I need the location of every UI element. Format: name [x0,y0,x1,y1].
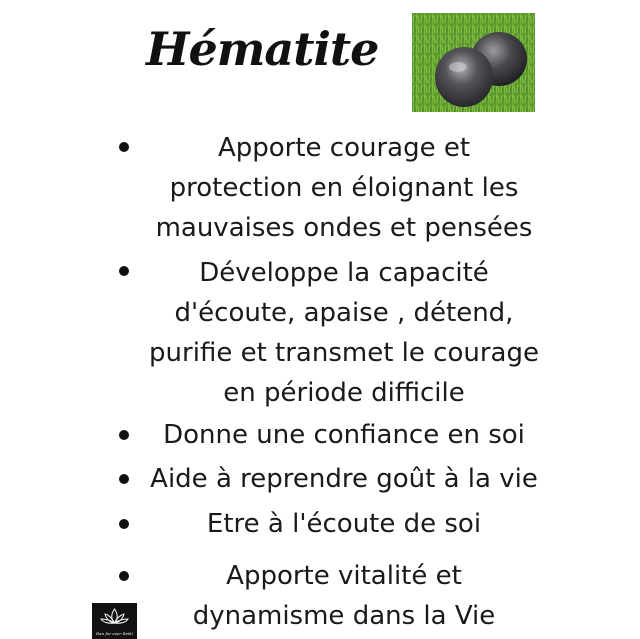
list-item-line: Donne une confiance en soi [163,420,525,450]
list-item-line: purifie et transmet le courage [149,338,539,368]
list-item-line: Aide à reprendre goût à la vie [150,464,538,494]
bullet-dot [119,571,129,581]
list-item-line: mauvaises ondes et pensées [155,213,533,243]
list-item-line: protection en éloignant les [169,173,519,203]
bullet-dot [119,474,129,484]
list-item [140,128,548,248]
list-item-line: Etre à l'écoute de soi [206,509,482,539]
list-item-line: en période difficile [223,378,465,408]
lotus-logo-icon [92,603,137,639]
list-item [140,459,548,499]
hematite-stones-on-grass-photo [412,13,535,112]
brand-logo [92,603,137,639]
page-title: Hématite [146,22,379,76]
list-item [140,415,548,455]
list-item [140,253,548,413]
list-item-line: Développe la capacité [199,258,489,288]
bullet-dot [119,519,129,529]
list-item-line: d'écoute, apaise , détend, [174,298,514,328]
list-item [140,504,548,544]
bullet-dot [119,142,129,152]
logo-caption: Ran for ever Reiki [96,631,133,636]
list-item-line: Apporte vitalité et [226,561,462,591]
bullet-dot [119,266,129,276]
hematite-photo [412,13,535,112]
list-item [140,556,548,636]
bullet-dot [119,430,129,440]
list-item-line: Apporte courage et [217,133,471,163]
list-item-line: dynamisme dans la Vie [192,601,496,631]
